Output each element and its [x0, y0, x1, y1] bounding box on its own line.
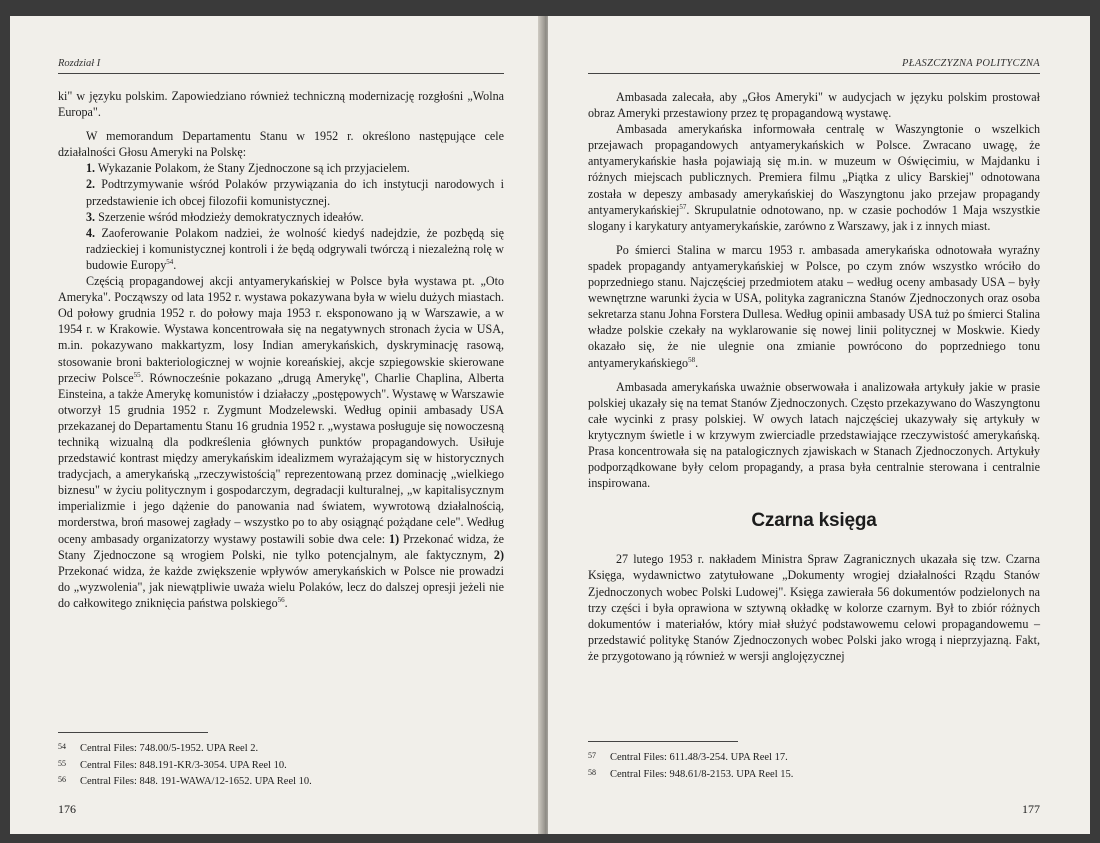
list-item — [86, 225, 504, 273]
footnotes — [58, 740, 312, 790]
footnote-ref: 56 — [277, 595, 285, 604]
footnote-ref: 58 — [688, 355, 696, 364]
footnote-number: 55 — [58, 758, 66, 768]
text-run: . — [695, 355, 699, 370]
paragraph: ki" w języku polskim. Zapowiedziano również techniczną modernizację rozgłośni „Wolna Europa". — [58, 89, 504, 120]
text-run: Przekonać widza, że Stany Zjednoczone są wrogiem Polski, nie tylko potencjalnym, ale faktycznym, — [58, 531, 504, 562]
list-item — [86, 160, 504, 176]
footnote — [588, 749, 793, 766]
paragraph: Ambasada amerykańska uważnie obserwowała i analizowała artykuły jakie w prasie polskiej ukazały się na temat Stanów Zjednoczonych. Często przekazywano do Waszyngtonu całe wycinki z prasy polskiej. W owych latach najczęściej ukazywały się artykuły w krytycznym świetle i w krzywym zwierciadle przedstawiające rzeczywistość amerykańską. Prasa koncentrowała się na patalogicznych zjawiskach w Stanach Zjednoczonych. Artykuły podporządkowane były celom propagandy, a prasa była centralnie sterowana i centralnie inspirowana. — [588, 379, 1040, 491]
footnote-text: Central Files: 848.191-KR/3-3054. UPA Reel 10. — [80, 759, 287, 771]
list-item — [86, 176, 504, 208]
footnote-number: 56 — [58, 775, 66, 784]
footnote — [588, 766, 793, 783]
text-run: . Skrupulatnie odnotowano, np. w czasie pochodów 1 Maja wszystkie slogany i karykatury antyamerykańskie, zarówno z Warszawy, jak i z innych miast. — [588, 202, 1040, 233]
footnote — [58, 757, 312, 774]
footnote-rule — [588, 741, 738, 742]
paragraph: 27 lutego 1953 r. nakładem Ministra Spraw Zagranicznych ukazała się tzw. Czarna Księga, wydawnictwo zatytułowane „Dokumenty wrogiej działalności Rządu Stanów Zjednoczonych wobec Polski Ludowej". Księga zawierała 56 dokumentów podzielonych na trzy części i była oprawiona w sztywną okładkę w kolorze czarnym. Był to zbiór różnych dokumentów i materiałów, który miał służyć podstawowemu celowi propagandowemu – przedstawić politykę Stanów Zjednoczonych wobec Polski jako wrogą i nieprzyjazną. Fakt, że przygotowano ją również w wersji anglojęzycznej — [588, 552, 1040, 663]
paragraph: W memorandum Departamentu Stanu w 1952 r. określono następujące cele działalności Głosu Ameryki na Polskę: — [58, 129, 504, 160]
bold-marker: 2) — [493, 547, 504, 562]
page-number: 176 — [58, 802, 76, 816]
header-rule — [58, 73, 504, 74]
text-run: Częścią propagandowej akcji antyamerykańskiej w Polsce była wystawa pt. „Oto Ameryka". Począwszy od lata 1952 r. wystawa pokazywana była w wielu dużych miastach. Od połowy grudnia 1952 r. do połowy maja 1953 r. eksponowano ją w Warszawie, a w 1954 r. w Krakowie. Wystawa koncentrowała się na negatywnych stronach życia w USA, m.in. pokazywano makkartyzm, losy Indian amerykańskich, dyskryminację rasową, stosowanie broni bakteriologicznej w wojnie koreańskiej, akcje szpiegowskie skierowane przeciw Polsce — [58, 274, 504, 385]
footnote-text: Central Files: 948.61/8-2153. UPA Reel 15. — [610, 768, 794, 780]
paragraph — [588, 121, 1040, 234]
list-item — [86, 209, 504, 225]
text-run: Ambasada amerykańska informowała centralę w Waszyngtonie o wszelkich przejawach propagandowych antyamerykańskich w Polsce. Zwracano uwagę, że antyamerykańskie hasła pojawiają się m.in. w muzeum w Oświęcimiu, w Majdanku i różnych miejscach publicznych. Premiera filmu „Piątka z ulicy Barskiej" odnotowana została w depeszy ambasady amerykańskiej do Waszyngtonu jako przejaw propagandy antyamerykańskiej — [588, 122, 1040, 217]
footnote-ref: 55 — [133, 370, 141, 379]
footnote-number: 58 — [588, 767, 596, 777]
footnote-text: Central Files: 848. 191-WAWA/12-1652. UPA Reel 10. — [80, 776, 312, 787]
footnote-ref: 54 — [166, 257, 174, 266]
list-text: Szerzenie wśród młodzieży demokratycznych ideałów. — [98, 209, 364, 224]
text-run: Przekonać widza, że każde zwiększenie wpływów amerykańskich w Polsce nie prowadzi do „wyzwolenia", jak niewątpliwie uważa wielu Polaków, lecz do dalszej opresji jeżeli nie do całkowitego zniknięcia państwa polskiego — [58, 563, 504, 610]
footnote — [58, 740, 312, 757]
list-text: Zaoferowanie Polakom nadziei, że wolność kiedyś nadejdzie, że pozbędą się radzieckiej i komunistycznej kontroli i że będą odgrywali twórczą i niezależną rolę w budowie Europy — [86, 225, 504, 272]
text-run: Po śmierci Stalina w marcu 1953 r. ambasada amerykańska odnotowała wyraźny spadek propagandy antyamerykańskiej w Polsce, po czym znów wszystko wróciło do poprzedniego stanu. Najczęściej przedmiotem ataku – według oceny ambasady USA – były wewnętrzne warunki życia w USA, polityka zagraniczna Stanów Zjednoczonych oraz osoba sekretarza stanu Johna Forstera Dullesa. Według opinii ambasady USA tuż po śmierci Stalina władze polskie czekały na wyklarowanie się nowej linii politycznej w Moskwie. Kiedy okazało się, że nie ulegnie ona zmianie powrócono do poprzedniego tonu antyamerykańskiego — [588, 242, 1040, 370]
footnote-text: Central Files: 611.48/3-254. UPA Reel 17. — [610, 752, 788, 763]
list-number: 1. — [86, 161, 96, 176]
list-text: Podtrzymywanie wśród Polaków przywiązania do ich instytucji narodowych i przedstawienie ich obcej filozofii komunistycznej. — [86, 177, 504, 208]
bold-marker: 1) — [389, 531, 400, 546]
page-number: 177 — [1022, 802, 1040, 816]
footnote-number: 57 — [588, 751, 596, 760]
left-page — [10, 16, 542, 834]
footnote-ref: 57 — [679, 202, 687, 211]
footnote-text: Central Files: 748.00/5-1952. UPA Reel 2. — [80, 743, 259, 754]
running-head: PŁASZCZYZNA POLITYCZNA — [901, 58, 1040, 69]
section-title: Czarna księga — [751, 510, 877, 532]
text-run: . Równocześnie pokazano „drugą Amerykę", Charlie Chaplina, Alberta Einsteina, a także Amerykę komunistów i działaczy „postępowych". Wystawę w Warszawie otworzył 15 grudnia 1952 r. Zygmunt Modzelewski. Według opinii ambasady USA przekazanej do Departamentu Stanu 16 grudnia 1952 r. „wystawa posługuje się nowoczesną techniką wizualną dla podkreślenia głównych punktów propagandowych. Usiłuje przedstawić kontrast między amerykańskim idealizmem wyrażającym się w historycznych tradycjach, a amerykańską „rzeczywistością" reprezentowaną przez dominację „wielkiego biznesu" w życiu politycznym i gospodarczym, degradacji kulturalnej, „w kapitalisycznym imperializmie i jego dążenie do panowania nad światem, wywrotową działalnością, morderstwa, broń masowej zagłady – wszystko po to aby osiągnąć pożądane cele". Według oceny ambasady organizatorzy wystawy postawili sobie dwa cele: — [58, 370, 504, 546]
list-number: 2. — [86, 177, 96, 192]
paragraph — [58, 273, 504, 611]
paragraph — [588, 242, 1040, 371]
running-head: Rozdział I — [58, 58, 101, 69]
footnote-number: 54 — [58, 742, 66, 751]
body-text — [588, 89, 1040, 664]
footnote-rule — [58, 732, 208, 733]
list-text-end: . — [173, 257, 177, 272]
footnotes — [588, 749, 793, 782]
text-run: . — [284, 595, 288, 610]
paragraph: Ambasada zalecała, aby „Głos Ameryki" w audycjach w języku polskim prostował obraz Ameryki przestawiony przez tę propagandową wystawę. — [588, 90, 1040, 121]
paragraph-gap — [58, 120, 504, 128]
paragraph-gap — [588, 234, 1040, 242]
header-rule — [588, 73, 1040, 74]
paragraph-gap — [588, 371, 1040, 379]
body-text — [58, 88, 504, 611]
list-number: 4. — [86, 225, 96, 240]
footnote — [58, 773, 312, 790]
list-text: Wykazanie Polakom, że Stany Zjednoczone są ich przyjacielem. — [97, 161, 410, 176]
right-page — [548, 16, 1090, 834]
goals-list — [58, 160, 504, 273]
list-number: 3. — [86, 209, 96, 224]
